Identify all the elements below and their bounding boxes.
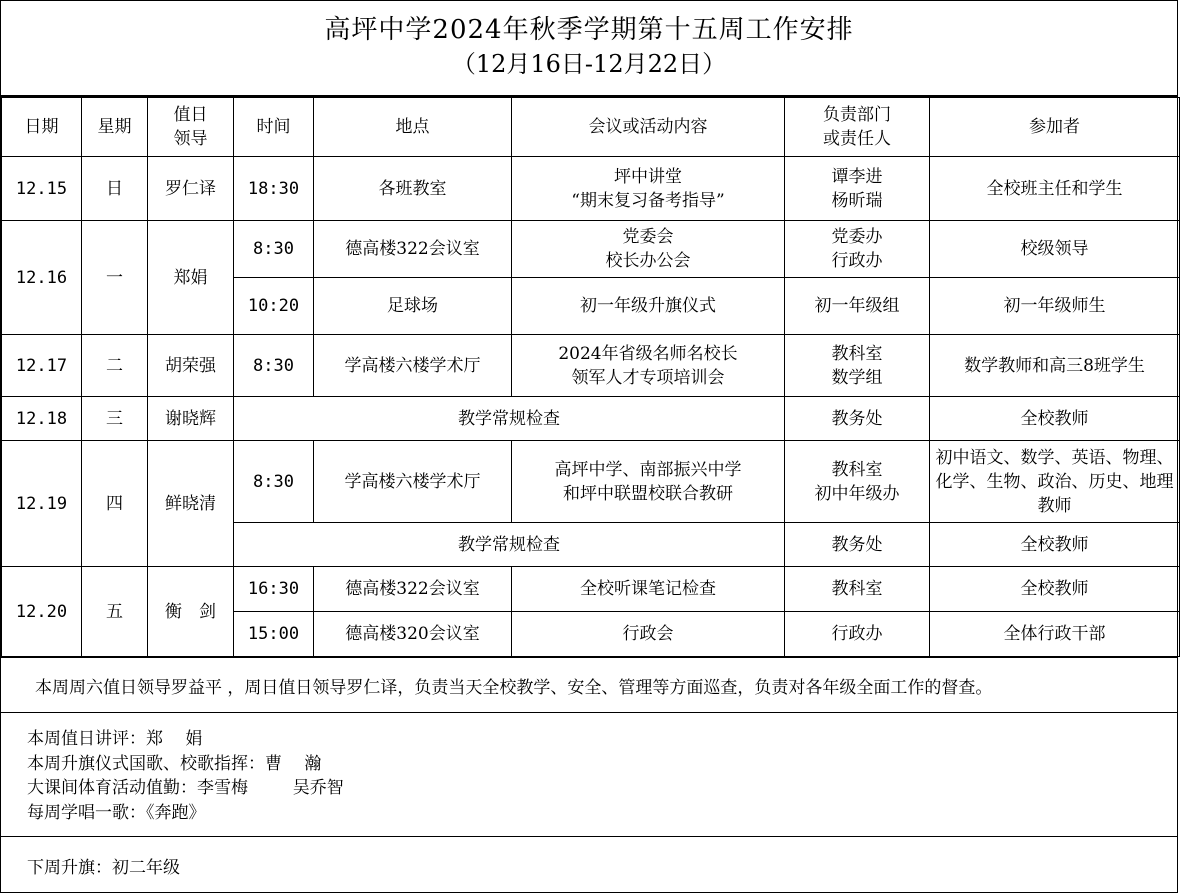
row-participants: 全校教师 <box>930 397 1180 441</box>
table-row <box>2 397 1180 441</box>
row-leader: 谢晓辉 <box>148 397 234 441</box>
row-department: 教务处 <box>785 397 930 441</box>
header-row <box>2 98 1180 157</box>
row-date: 12.20 <box>2 567 82 657</box>
row-content: 党委会 校长办公会 <box>512 221 785 278</box>
title-block <box>1 1 1177 97</box>
col-department: 负责部门 或责任人 <box>785 98 930 157</box>
row-participants: 初中语文、数学、英语、物理、化学、生物、政治、历史、地理教师 <box>930 441 1180 523</box>
page-title: 高坪中学2024年秋季学期第十五周工作安排 <box>324 15 854 45</box>
row-content: 行政会 <box>512 612 785 657</box>
row-department: 行政办 <box>785 612 930 657</box>
row-content: 坪中讲堂 “期末复习备考指导” <box>512 157 785 221</box>
row-time: 8:30 <box>234 441 314 523</box>
row-date: 12.17 <box>2 335 82 397</box>
row-date: 12.18 <box>2 397 82 441</box>
row-time: 16:30 <box>234 567 314 612</box>
row-place: 学高楼六楼学术厅 <box>314 441 512 523</box>
row-leader: 罗仁译 <box>148 157 234 221</box>
row-date: 12.16 <box>2 221 82 335</box>
row-participants: 全校教师 <box>930 523 1180 567</box>
next-week-flag-raising: 下周升旗：初二年级 <box>27 857 180 878</box>
row-weekday: 四 <box>82 441 148 567</box>
col-participants: 参加者 <box>930 98 1180 157</box>
row-department: 初一年级组 <box>785 278 930 335</box>
row-weekday: 日 <box>82 157 148 221</box>
col-content: 会议或活动内容 <box>512 98 785 157</box>
row-content: 全校听课笔记检查 <box>512 567 785 612</box>
flag-ceremony-conductor-line: 本周升旗仪式国歌、校歌指挥：曹 瀚 <box>27 753 322 774</box>
row-department: 教科室 数学组 <box>785 335 930 397</box>
row-participants: 全校班主任和学生 <box>930 157 1180 221</box>
row-department: 教务处 <box>785 523 930 567</box>
row-leader: 鲜晓清 <box>148 441 234 567</box>
col-weekday: 星期 <box>82 98 148 157</box>
weekend-duty-note: 本周周六值日领导罗益平 ，周日值日领导罗仁译，负责当天全校教学、安全、管理等方面巡查，负责对各年级全面工作的督查。 <box>1 657 1177 713</box>
weekly-song-line: 每周学唱一歌：《奔跑》 <box>27 802 206 823</box>
table-row <box>2 335 1180 397</box>
row-content: 初一年级升旗仪式 <box>512 278 785 335</box>
row-participants: 校级领导 <box>930 221 1180 278</box>
row-weekday: 二 <box>82 335 148 397</box>
row-weekday: 三 <box>82 397 148 441</box>
table-row <box>2 441 1180 523</box>
row-place: 德高楼322会议室 <box>314 567 512 612</box>
row-content: 高坪中学、南部振兴中学 和坪中联盟校联合教研 <box>512 441 785 523</box>
row-place: 德高楼322会议室 <box>314 221 512 278</box>
row-place: 各班教室 <box>314 157 512 221</box>
row-participants: 全校教师 <box>930 567 1180 612</box>
table-row <box>2 157 1180 221</box>
row-participants: 全体行政干部 <box>930 612 1180 657</box>
date-range-subtitle: （12月16日-12月22日） <box>451 50 727 78</box>
row-department: 谭李进 杨昕瑞 <box>785 157 930 221</box>
duty-assignments <box>1 713 1177 837</box>
row-department: 党委办 行政办 <box>785 221 930 278</box>
table-row <box>2 221 1180 278</box>
row-time: 10:20 <box>234 278 314 335</box>
schedule-table <box>1 97 1180 657</box>
row-participants: 初一年级师生 <box>930 278 1180 335</box>
row-time: 18:30 <box>234 157 314 221</box>
row-leader: 衡 剑 <box>148 567 234 657</box>
row-content: 教学常规检查 <box>234 523 785 567</box>
row-weekday: 五 <box>82 567 148 657</box>
row-place: 足球场 <box>314 278 512 335</box>
row-date: 12.15 <box>2 157 82 221</box>
table-row <box>2 567 1180 612</box>
row-date: 12.19 <box>2 441 82 567</box>
row-time: 15:00 <box>234 612 314 657</box>
col-place: 地点 <box>314 98 512 157</box>
row-content: 2024年省级名师名校长 领军人才专项培训会 <box>512 335 785 397</box>
row-participants: 数学教师和高三8班学生 <box>930 335 1180 397</box>
duty-review-line: 本周值日讲评：郑 娟 <box>27 729 203 749</box>
col-time: 时间 <box>234 98 314 157</box>
col-date: 日期 <box>2 98 82 157</box>
exercise-duty-line: 大课间体育活动值勤：李雪梅 吴乔智 <box>27 778 344 798</box>
row-weekday: 一 <box>82 221 148 335</box>
row-leader: 胡荣强 <box>148 335 234 397</box>
row-place: 学高楼六楼学术厅 <box>314 335 512 397</box>
row-leader: 郑娟 <box>148 221 234 335</box>
row-content: 教学常规检查 <box>234 397 785 441</box>
col-duty-leader: 值日 领导 <box>148 98 234 157</box>
row-time: 8:30 <box>234 221 314 278</box>
row-time: 8:30 <box>234 335 314 397</box>
row-department: 教科室 初中年级办 <box>785 441 930 523</box>
row-department: 教科室 <box>785 567 930 612</box>
row-place: 德高楼320会议室 <box>314 612 512 657</box>
